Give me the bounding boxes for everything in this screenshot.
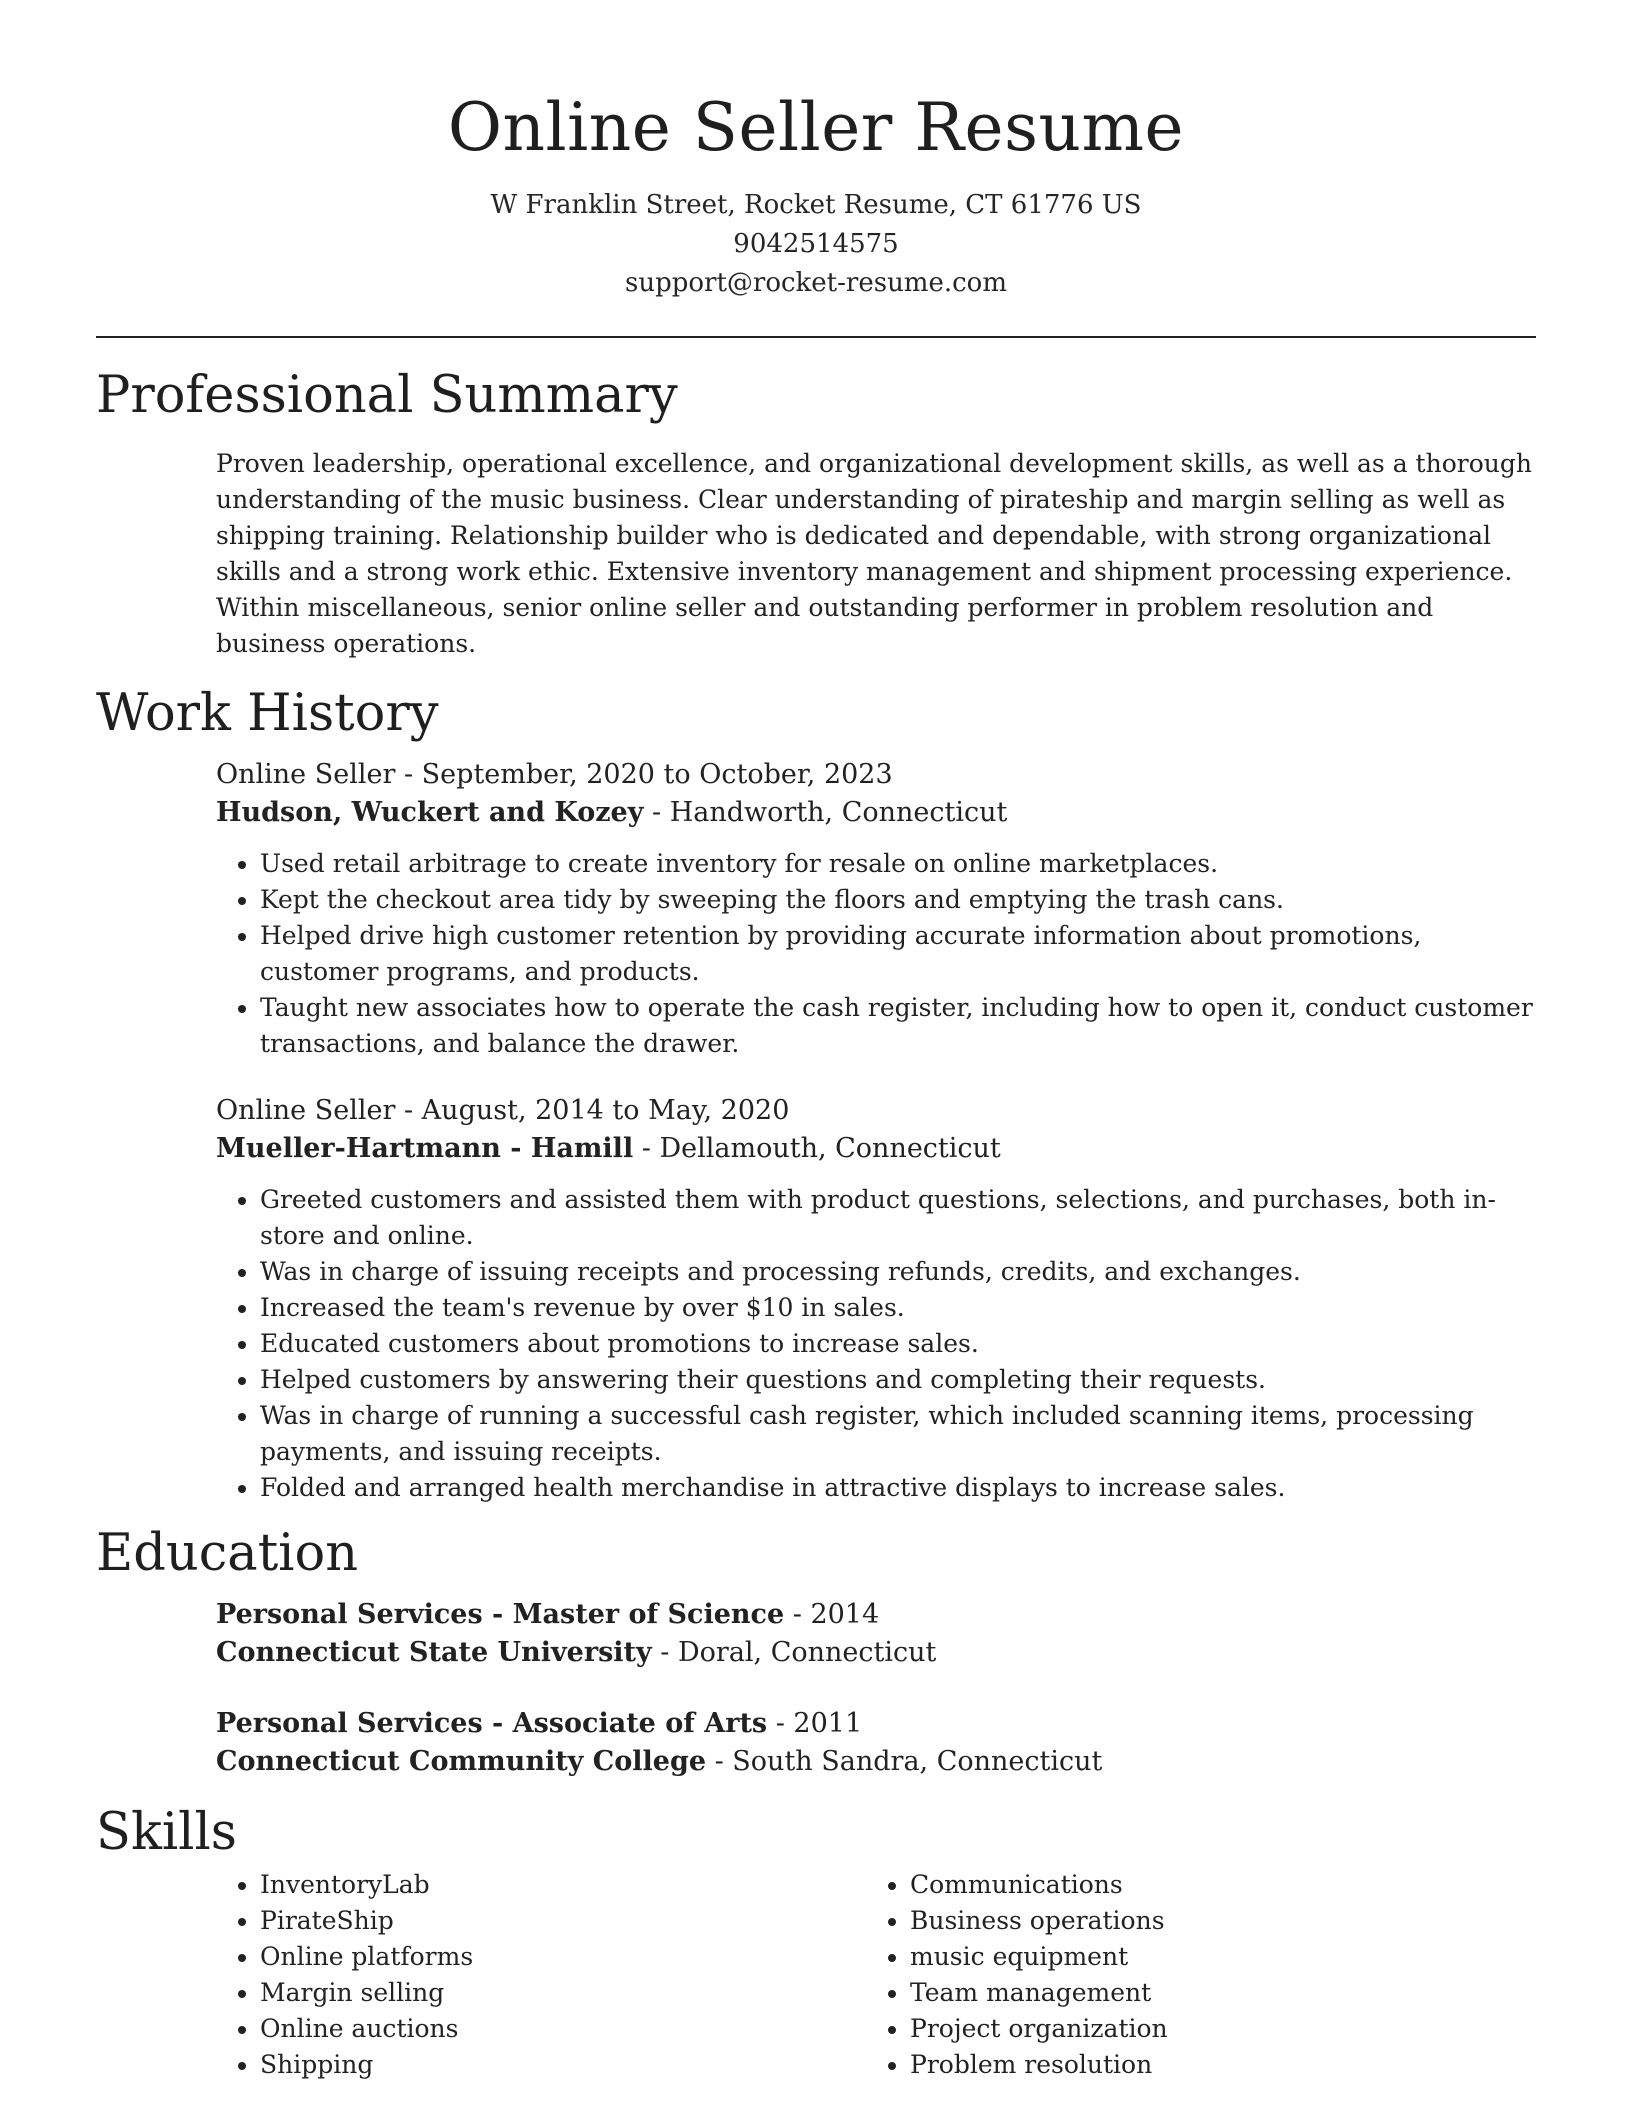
list-item: • Used retail arbitrage to create inventory for resale on online marketplaces. bbox=[260, 846, 1536, 882]
list-item: • Project organization bbox=[910, 2011, 1516, 2047]
skills-section bbox=[96, 1803, 1536, 2083]
list-item: • Shipping bbox=[260, 2047, 866, 2083]
education-section bbox=[96, 1524, 1536, 1781]
job-entry bbox=[216, 1092, 1536, 1506]
summary-text: Proven leadership, operational excellence, and organizational development skills, as well as a thorough understanding of the music business. Clear understanding of pirateship and margin selling as well as shipping training. Relationship builder who is dedicated and dependable, with strong organizational skills and a strong work ethic. Extensive inventory management and shipment processing experience. Within miscellaneous, senior online seller and outstanding performer in problem resolution and business operations. bbox=[216, 449, 1532, 658]
job-entry bbox=[216, 756, 1536, 1062]
list-item: • Was in charge of issuing receipts and processing refunds, credits, and exchanges. bbox=[260, 1254, 1536, 1290]
job-company-line bbox=[216, 1130, 1536, 1168]
education-location: - Doral, Connecticut bbox=[651, 1637, 937, 1668]
skills-column-left bbox=[216, 1867, 866, 2083]
education-school: Connecticut State University bbox=[216, 1637, 652, 1668]
list-item: • Increased the team's revenue by over $10 in sales. bbox=[260, 1290, 1536, 1326]
skills-heading: Skills bbox=[96, 1803, 237, 1862]
job-title-line bbox=[216, 1092, 1536, 1130]
education-degree-line bbox=[216, 1596, 1536, 1634]
job-dates: - September, 2020 to October, 2023 bbox=[395, 759, 893, 790]
list-item: • Problem resolution bbox=[910, 2047, 1516, 2083]
list-item: • InventoryLab bbox=[260, 1867, 866, 1903]
education-entry bbox=[216, 1705, 1536, 1781]
job-company: Hudson, Wuckert and Kozey bbox=[216, 797, 644, 828]
job-location: - Dellamouth, Connecticut bbox=[633, 1133, 1001, 1164]
list-item: • Kept the checkout area tidy by sweeping the floors and emptying the trash cans. bbox=[260, 882, 1536, 918]
resume-page bbox=[96, 0, 1536, 2083]
list-item: • Online auctions bbox=[260, 2011, 866, 2047]
list-item: • Helped customers by answering their questions and completing their requests. bbox=[260, 1362, 1536, 1398]
education-school: Connecticut Community College bbox=[216, 1746, 707, 1777]
education-heading: Education bbox=[96, 1524, 359, 1583]
list-item: • music equipment bbox=[910, 1939, 1516, 1975]
list-item: • PirateShip bbox=[260, 1903, 866, 1939]
contact-block bbox=[96, 186, 1536, 303]
summary-section bbox=[96, 366, 1536, 662]
job-bullets bbox=[216, 846, 1536, 1062]
list-item: • Folded and arranged health merchandise in attractive displays to increase sales. bbox=[260, 1470, 1536, 1506]
job-role: Online Seller bbox=[216, 1095, 396, 1126]
summary-heading: Professional Summary bbox=[96, 366, 678, 425]
education-entry bbox=[216, 1596, 1536, 1672]
education-field: Personal Services - Master of Science bbox=[216, 1599, 785, 1630]
list-item: • Educated customers about promotions to increase sales. bbox=[260, 1326, 1536, 1362]
resume-header bbox=[96, 0, 1536, 303]
list-item: • Team management bbox=[910, 1975, 1516, 2011]
contact-phone: 9042514575 bbox=[733, 229, 899, 259]
skills-grid bbox=[216, 1867, 1536, 2083]
contact-email: support@rocket-resume.com bbox=[624, 268, 1007, 298]
job-company-line bbox=[216, 794, 1536, 832]
job-location: - Handworth, Connecticut bbox=[643, 797, 1008, 828]
job-role: Online Seller bbox=[216, 759, 396, 790]
contact-address: W Franklin Street, Rocket Resume, CT 61776 US bbox=[490, 190, 1142, 220]
education-school-line bbox=[216, 1634, 1536, 1672]
list-item: • Helped drive high customer retention by providing accurate information about promotions, customer programs, and products. bbox=[260, 918, 1536, 990]
header-divider bbox=[96, 336, 1536, 338]
job-bullets bbox=[216, 1182, 1536, 1506]
education-degree-line bbox=[216, 1705, 1536, 1743]
list-item: • Business operations bbox=[910, 1903, 1516, 1939]
list-item: • Communications bbox=[910, 1867, 1516, 1903]
skills-list-right bbox=[866, 1867, 1516, 2083]
education-location: - South Sandra, Connecticut bbox=[706, 1746, 1103, 1777]
list-item: • Greeted customers and assisted them with product questions, selections, and purchases, both in-store and online. bbox=[260, 1182, 1536, 1254]
resume-title: Online Seller Resume bbox=[447, 89, 1185, 166]
education-field: Personal Services - Associate of Arts bbox=[216, 1708, 768, 1739]
list-item: • Online platforms bbox=[260, 1939, 866, 1975]
job-title-line bbox=[216, 756, 1536, 794]
education-year: - 2014 bbox=[784, 1599, 880, 1630]
list-item: • Margin selling bbox=[260, 1975, 866, 2011]
skills-column-right bbox=[866, 1867, 1516, 2083]
work-section bbox=[96, 684, 1536, 1506]
education-school-line bbox=[216, 1743, 1536, 1781]
list-item: • Was in charge of running a successful cash register, which included scanning items, processing payments, and issuing receipts. bbox=[260, 1398, 1536, 1470]
skills-list-left bbox=[216, 1867, 866, 2083]
education-year: - 2011 bbox=[767, 1708, 863, 1739]
work-heading: Work History bbox=[96, 684, 439, 743]
job-dates: - August, 2014 to May, 2020 bbox=[395, 1095, 790, 1126]
list-item: • Taught new associates how to operate the cash register, including how to open it, conduct customer transactions, and balance the drawer. bbox=[260, 990, 1536, 1062]
job-company: Mueller-Hartmann - Hamill bbox=[216, 1133, 634, 1164]
